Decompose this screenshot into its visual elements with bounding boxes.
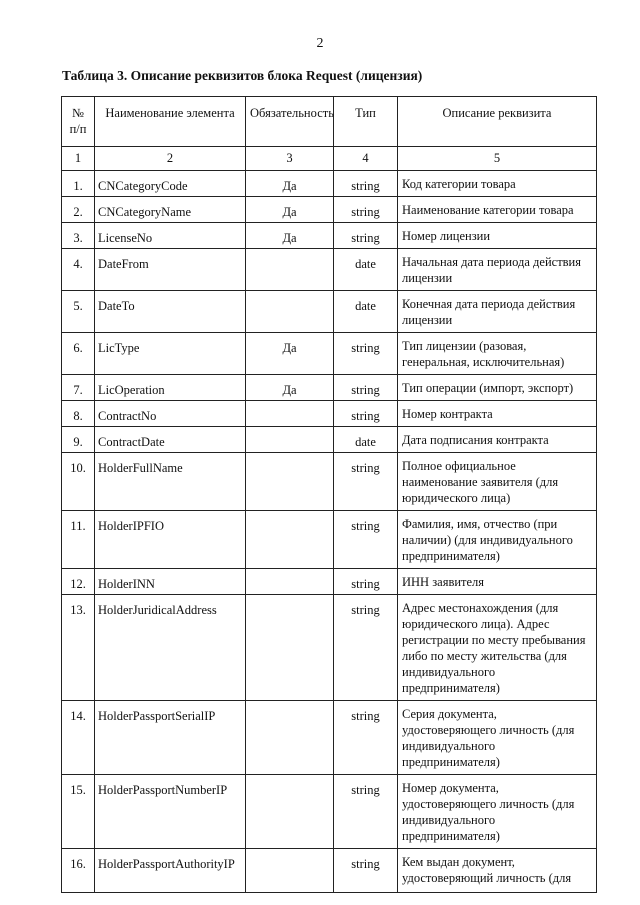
required-flag bbox=[246, 453, 334, 511]
element-type: string bbox=[334, 197, 398, 223]
element-name: HolderFullName bbox=[95, 453, 246, 511]
row-number: 2. bbox=[62, 197, 95, 223]
table-row bbox=[62, 569, 597, 595]
row-number: 9. bbox=[62, 427, 95, 453]
row-number: 15. bbox=[62, 775, 95, 849]
table-row bbox=[62, 401, 597, 427]
row-number: 4. bbox=[62, 249, 95, 291]
element-description: ИНН заявителя bbox=[398, 569, 597, 595]
row-number: 13. bbox=[62, 595, 95, 701]
element-description: Номер контракта bbox=[398, 401, 597, 427]
required-flag: Да bbox=[246, 333, 334, 375]
element-name: LicenseNo bbox=[95, 223, 246, 249]
element-type: string bbox=[334, 333, 398, 375]
table-row bbox=[62, 453, 597, 511]
element-type: string bbox=[334, 375, 398, 401]
element-name: DateFrom bbox=[95, 249, 246, 291]
required-flag bbox=[246, 401, 334, 427]
row-number: 14. bbox=[62, 701, 95, 775]
element-name: HolderPassportAuthorityIP bbox=[95, 849, 246, 893]
element-type: string bbox=[334, 701, 398, 775]
row-number: 6. bbox=[62, 333, 95, 375]
element-name: CNCategoryCode bbox=[95, 171, 246, 197]
element-description: Номер документа, удостоверяющего личность (для индивидуального предпринимателя) bbox=[398, 775, 597, 849]
required-flag bbox=[246, 569, 334, 595]
table-row bbox=[62, 333, 597, 375]
required-flag bbox=[246, 291, 334, 333]
table-row bbox=[62, 375, 597, 401]
row-number: 10. bbox=[62, 453, 95, 511]
header-required: Обязательность bbox=[246, 97, 334, 147]
element-description: Дата подписания контракта bbox=[398, 427, 597, 453]
required-flag bbox=[246, 249, 334, 291]
element-description: Фамилия, имя, отчество (при наличии) (для индивидуального предпринимателя) bbox=[398, 511, 597, 569]
table-row bbox=[62, 595, 597, 701]
element-type: date bbox=[334, 291, 398, 333]
column-index-cell: 3 bbox=[246, 147, 334, 171]
column-index-cell: 1 bbox=[62, 147, 95, 171]
element-type: string bbox=[334, 569, 398, 595]
element-description: Кем выдан документ, удостоверяющий личность (для bbox=[398, 849, 597, 893]
element-description: Тип операции (импорт, экспорт) bbox=[398, 375, 597, 401]
element-type: string bbox=[334, 775, 398, 849]
element-description: Серия документа, удостоверяющего личность (для индивидуального предпринимателя) bbox=[398, 701, 597, 775]
element-type: string bbox=[334, 595, 398, 701]
required-flag bbox=[246, 701, 334, 775]
required-flag: Да bbox=[246, 171, 334, 197]
table-row bbox=[62, 223, 597, 249]
required-flag: Да bbox=[246, 375, 334, 401]
required-flag: Да bbox=[246, 223, 334, 249]
requisites-table bbox=[61, 96, 597, 893]
header-description: Описание реквизита bbox=[398, 97, 597, 147]
required-flag bbox=[246, 849, 334, 893]
table-row bbox=[62, 849, 597, 893]
required-flag bbox=[246, 511, 334, 569]
table-row bbox=[62, 775, 597, 849]
table-row bbox=[62, 197, 597, 223]
element-name: HolderJuridicalAddress bbox=[95, 595, 246, 701]
element-name: DateTo bbox=[95, 291, 246, 333]
row-number: 3. bbox=[62, 223, 95, 249]
element-name: HolderINN bbox=[95, 569, 246, 595]
element-description: Код категории товара bbox=[398, 171, 597, 197]
required-flag: Да bbox=[246, 197, 334, 223]
table-row bbox=[62, 291, 597, 333]
element-type: date bbox=[334, 427, 398, 453]
column-index-cell: 5 bbox=[398, 147, 597, 171]
row-number: 12. bbox=[62, 569, 95, 595]
element-name: LicOperation bbox=[95, 375, 246, 401]
column-index-row bbox=[62, 147, 597, 171]
header-type: Тип bbox=[334, 97, 398, 147]
element-name: ContractNo bbox=[95, 401, 246, 427]
row-number: 11. bbox=[62, 511, 95, 569]
column-index-cell: 4 bbox=[334, 147, 398, 171]
table-row bbox=[62, 701, 597, 775]
element-description: Адрес местонахождения (для юридического лица). Адрес регистрации по месту пребывания либо по месту жительства (для индивидуального предпринимателя) bbox=[398, 595, 597, 701]
page-number: 2 bbox=[316, 36, 324, 51]
element-name: ContractDate bbox=[95, 427, 246, 453]
table-row bbox=[62, 511, 597, 569]
row-number: 16. bbox=[62, 849, 95, 893]
element-name: HolderPassportSerialIP bbox=[95, 701, 246, 775]
row-number: 1. bbox=[62, 171, 95, 197]
element-name: LicType bbox=[95, 333, 246, 375]
row-number: 5. bbox=[62, 291, 95, 333]
element-type: string bbox=[334, 223, 398, 249]
element-type: string bbox=[334, 511, 398, 569]
element-type: string bbox=[334, 849, 398, 893]
row-number: 7. bbox=[62, 375, 95, 401]
element-name: HolderIPFIO bbox=[95, 511, 246, 569]
required-flag bbox=[246, 775, 334, 849]
element-description: Конечная дата периода действия лицензии bbox=[398, 291, 597, 333]
element-description: Наименование категории товара bbox=[398, 197, 597, 223]
element-description: Полное официальное наименование заявителя (для юридического лица) bbox=[398, 453, 597, 511]
element-description: Тип лицензии (разовая, генеральная, исключительная) bbox=[398, 333, 597, 375]
element-type: string bbox=[334, 171, 398, 197]
required-flag bbox=[246, 595, 334, 701]
required-flag bbox=[246, 427, 334, 453]
row-number: 8. bbox=[62, 401, 95, 427]
table-row bbox=[62, 249, 597, 291]
element-type: string bbox=[334, 453, 398, 511]
header-num: № п/п bbox=[62, 97, 95, 147]
element-name: CNCategoryName bbox=[95, 197, 246, 223]
table-row bbox=[62, 171, 597, 197]
element-type: date bbox=[334, 249, 398, 291]
column-index-cell: 2 bbox=[95, 147, 246, 171]
element-name: HolderPassportNumberIP bbox=[95, 775, 246, 849]
element-type: string bbox=[334, 401, 398, 427]
header-row bbox=[62, 97, 597, 147]
table-title: Таблица 3. Описание реквизитов блока Request (лицензия) bbox=[62, 68, 423, 83]
element-description: Начальная дата периода действия лицензии bbox=[398, 249, 597, 291]
element-description: Номер лицензии bbox=[398, 223, 597, 249]
table-row bbox=[62, 427, 597, 453]
header-name: Наименование элемента bbox=[95, 97, 246, 147]
